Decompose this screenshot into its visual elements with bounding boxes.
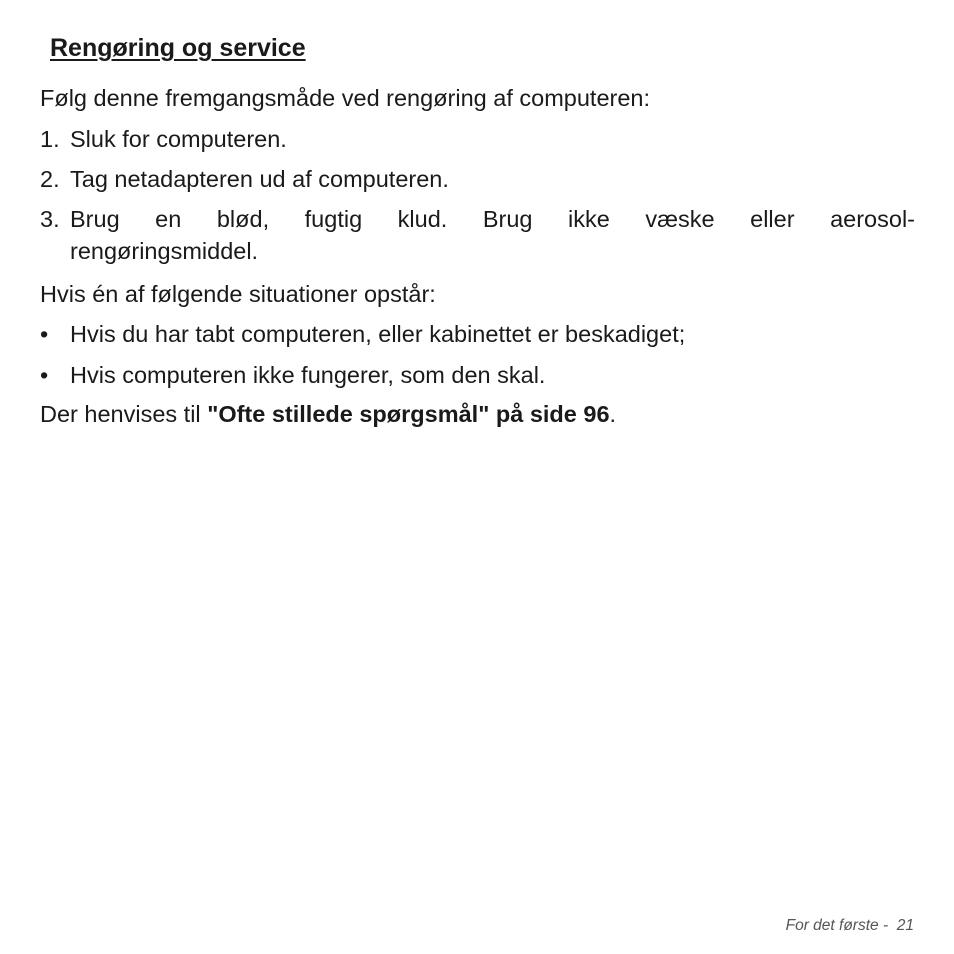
list-item: [40, 359, 915, 391]
page-footer: [786, 917, 914, 935]
step-text-line-2: rengøringsmiddel.: [70, 238, 259, 264]
step-item: [40, 123, 915, 155]
step-text-line-1: Brug en blød, fugtig klud. Brug ikke væske eller aerosol-: [70, 206, 915, 232]
reference-paragraph: [40, 398, 915, 430]
step-number: 3.: [40, 206, 60, 232]
list-item: [40, 318, 915, 350]
list-item-text: Hvis du har tabt computeren, eller kabinettet er beskadiget;: [70, 321, 686, 347]
page-number: 21: [896, 917, 914, 934]
step-text: Sluk for computeren.: [70, 126, 287, 152]
conditions-intro: Hvis én af følgende situationer opstår:: [40, 281, 436, 307]
bullet-icon: •: [40, 321, 49, 347]
step-item: [40, 203, 915, 267]
step-text: [70, 203, 915, 267]
step-item: [40, 163, 915, 195]
reference-prefix: Der henvises til: [40, 401, 208, 427]
reference-suffix: .: [609, 401, 617, 427]
cleaning-steps-list: [40, 123, 915, 275]
footer-section: For det første -: [785, 917, 889, 934]
conditions-list: [40, 318, 915, 400]
intro-paragraph: Følg denne fremgangsmåde ved rengøring af computeren:: [40, 85, 651, 111]
step-number: 2.: [40, 166, 60, 192]
section-title: Rengøring og service: [50, 34, 306, 62]
bullet-icon: •: [40, 362, 49, 388]
step-number: 1.: [40, 126, 60, 152]
faq-reference-link[interactable]: "Ofte stillede spørgsmål" på side 96: [207, 401, 610, 427]
list-item-text: Hvis computeren ikke fungerer, som den skal.: [70, 362, 546, 388]
step-text: Tag netadapteren ud af computeren.: [70, 166, 449, 192]
